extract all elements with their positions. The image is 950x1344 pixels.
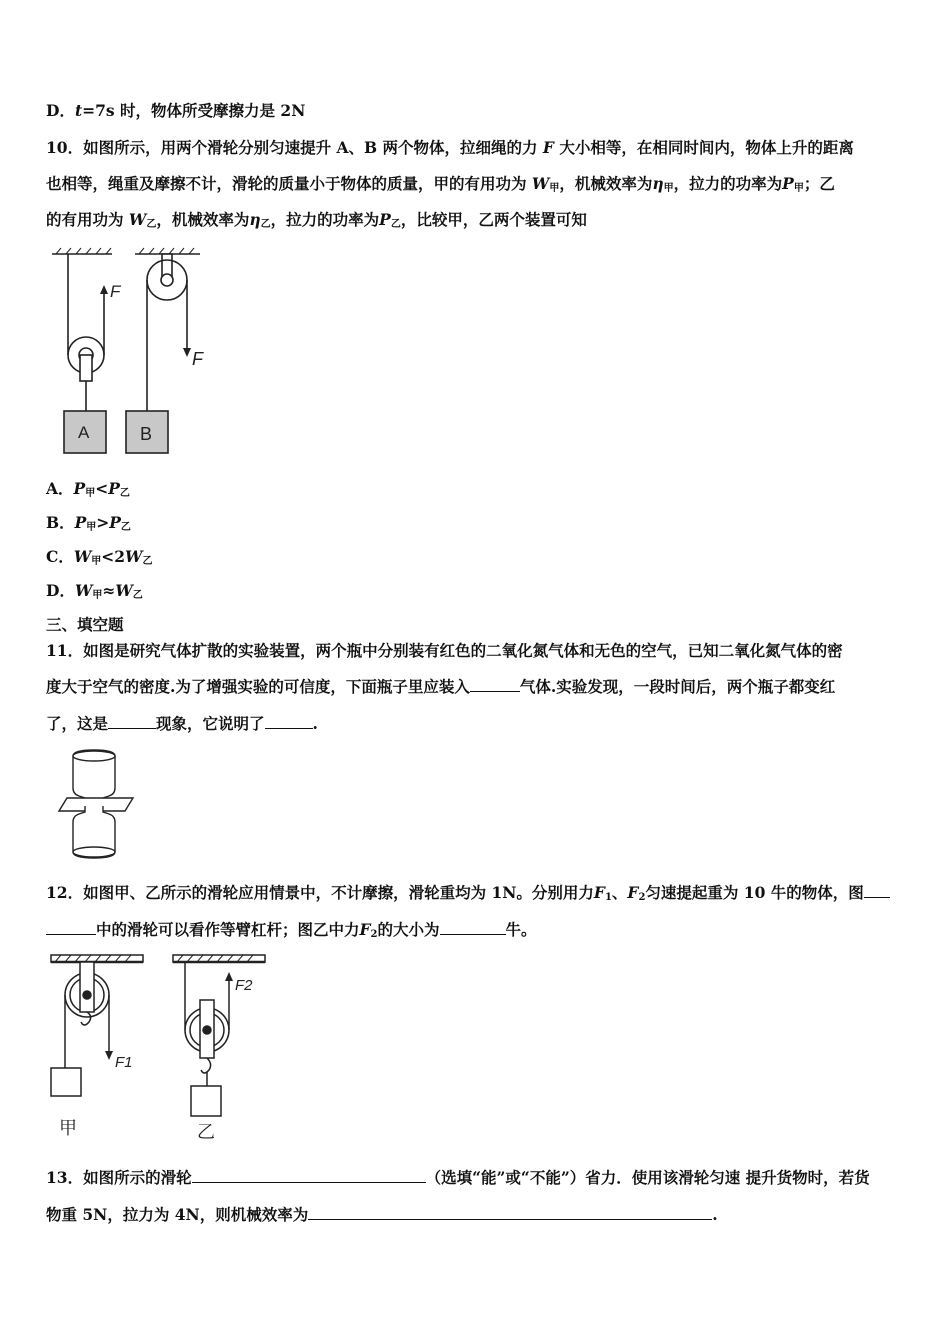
label-f2: F2 xyxy=(235,977,253,994)
q10-line2-b: ，机械效率为 xyxy=(559,174,653,193)
q10-line1-var: F xyxy=(542,138,554,157)
q9-option-d-var: t xyxy=(74,101,83,120)
q10-option-a xyxy=(46,478,130,505)
option-var: W xyxy=(115,581,133,600)
q11-line-1: 11．如图是研究气体扩散的实验装置，两个瓶中分别装有红色的二氧化氮气体和无色的空气，已知二氧化氮气体的密 xyxy=(46,641,843,660)
q13-line1-a: 13．如图所示的滑轮 xyxy=(46,1168,192,1187)
q13-line2-b: . xyxy=(712,1205,718,1224)
q13-blank-2[interactable] xyxy=(308,1204,712,1220)
q10-line3-a: 的有用功为 xyxy=(46,210,124,229)
q10-line2-d: ；乙 xyxy=(803,174,835,193)
q10-line3-c: ，拉力的功率为 xyxy=(270,210,380,229)
option-label: B． xyxy=(46,513,75,532)
q13-line-1 xyxy=(46,1167,870,1189)
q12-line2-b: 的大小为 xyxy=(377,920,440,939)
q11-bottles-figure xyxy=(55,748,135,863)
q11-blank-3[interactable] xyxy=(265,713,313,729)
weight-yi xyxy=(191,1086,221,1116)
caption-yi: 乙 xyxy=(197,1122,215,1142)
q10-option-d xyxy=(46,580,143,607)
q13-blank-1[interactable] xyxy=(192,1167,426,1183)
q9-option-d xyxy=(46,100,305,122)
q12-line1-a: 12．如图甲、乙所示的滑轮应用情景中，不计摩擦，滑轮重均为 1N。分别用力 xyxy=(46,883,594,902)
q10-line2-a: 也相等，绳重及摩擦不计，滑轮的质量小于物体的质量，甲的有用功为 xyxy=(46,174,527,193)
q9-option-d-text: =7s 时，物体所受摩擦力是 2N xyxy=(82,101,306,120)
option-sub: 乙 xyxy=(142,556,153,567)
lower-bottle xyxy=(73,806,115,858)
q12-f2: F xyxy=(627,883,639,902)
q10-option-c xyxy=(46,546,152,573)
q10-w-yi: W xyxy=(128,210,147,229)
q11-line3-a: 了，这是 xyxy=(46,714,109,733)
q12-f2-sub: 2 xyxy=(638,892,646,903)
q12-line2-sub: 2 xyxy=(370,929,378,940)
q10-line3-b: ，机械效率为 xyxy=(156,210,250,229)
label-f-right: F xyxy=(192,349,203,369)
q11-line-2 xyxy=(46,676,835,698)
q10-line1-text: 10．如图所示，用两个滑轮分别匀速提升 A、B 两个物体，拉细绳的力 xyxy=(46,138,538,157)
q13-line1-b: （选填“能”或“不能”）省力．使用该滑轮匀速 提升货物时，若货 xyxy=(425,1168,870,1187)
option-var: P xyxy=(73,479,86,498)
section-title: 三、填空题 xyxy=(46,615,124,634)
option-var: W xyxy=(73,547,92,566)
caption-jia: 甲 xyxy=(59,1118,77,1138)
q11-blank-1[interactable] xyxy=(470,676,520,692)
option-sub: 甲 xyxy=(92,590,103,601)
label-b: B xyxy=(140,424,153,444)
label-f1: F1 xyxy=(115,1054,133,1071)
q10-line1-end: 大小相等，在相同时间内，物体上升的距离 xyxy=(559,138,854,157)
option-var: P xyxy=(74,513,87,532)
q10-sub-jia-2: 甲 xyxy=(663,183,674,194)
option-op: > xyxy=(96,513,110,532)
option-label: A． xyxy=(46,479,74,498)
option-op: ≈ xyxy=(102,581,116,600)
option-label: C． xyxy=(46,547,74,566)
option-op: <2 xyxy=(101,547,126,566)
q10-eta-jia: η xyxy=(652,174,664,193)
q11-blank-2[interactable] xyxy=(108,713,156,729)
q12-f1: F xyxy=(593,883,605,902)
option-var: W xyxy=(74,581,93,600)
q12-line-1 xyxy=(46,882,890,909)
arrow-up-icon xyxy=(225,972,233,981)
q12-blank-1b[interactable] xyxy=(46,919,96,935)
q10-line2-c: ，拉力的功率为 xyxy=(673,174,783,193)
option-sub: 乙 xyxy=(132,590,143,601)
q10-line-1 xyxy=(46,137,854,159)
arrow-up-icon xyxy=(100,285,108,294)
option-sub: 甲 xyxy=(86,522,97,533)
q10-option-b xyxy=(46,512,131,539)
q12-blank-1a[interactable] xyxy=(864,882,890,898)
option-sub: 乙 xyxy=(119,488,130,499)
q12-line1-b: 匀速提起重为 10 牛的物体，图 xyxy=(645,883,864,902)
q10-sub-yi-1: 乙 xyxy=(146,219,157,230)
arrow-down-icon xyxy=(183,348,191,357)
q10-sub-jia-1: 甲 xyxy=(549,183,560,194)
q10-pulley-figure xyxy=(40,245,220,460)
option-var: P xyxy=(108,479,120,498)
option-sub: 甲 xyxy=(91,556,102,567)
q12-blank-2[interactable] xyxy=(440,919,506,935)
q13-line-2 xyxy=(46,1204,718,1226)
label-a: A xyxy=(78,423,90,442)
q10-sub-yi-2: 乙 xyxy=(260,219,271,230)
option-var: P xyxy=(109,513,121,532)
q12-sep: 、 xyxy=(611,883,628,902)
q10-line-3 xyxy=(46,209,587,236)
q12-line2-f: F xyxy=(359,920,371,939)
q12-f1-sub: 1 xyxy=(604,892,612,903)
arrow-down-icon xyxy=(105,1051,113,1060)
option-sub: 乙 xyxy=(120,522,131,533)
q10-p-yi: P xyxy=(379,210,391,229)
label-f-left: F xyxy=(110,282,121,301)
q10-eta-yi: η xyxy=(249,210,261,229)
q11-line2-b: 气体.实验发现，一段时间后，两个瓶子都变红 xyxy=(519,677,836,696)
q10-line-2 xyxy=(46,173,835,200)
q10-sub-jia-3: 甲 xyxy=(793,183,804,194)
q10-sub-yi-3: 乙 xyxy=(390,219,401,230)
option-sub: 甲 xyxy=(85,488,96,499)
q9-option-d-label: D． xyxy=(46,101,75,120)
q10-p-jia: P xyxy=(782,174,794,193)
weight-jia xyxy=(51,1068,81,1096)
q11-line2-a: 度大于空气的密度.为了增强实验的可信度，下面瓶子里应装入 xyxy=(46,677,470,696)
q12-pulley-figure xyxy=(45,950,285,1145)
q10-w-jia: W xyxy=(531,174,550,193)
q12-line2-c: 牛。 xyxy=(505,920,537,939)
q12-line2-a: 中的滑轮可以看作等臂杠杆；图乙中力 xyxy=(96,920,360,939)
q11-line-3 xyxy=(46,713,318,735)
q11-line3-c: . xyxy=(312,714,318,733)
option-var: W xyxy=(125,547,143,566)
q12-line-2 xyxy=(46,919,537,946)
q10-line3-d: ，比较甲，乙两个装置可知 xyxy=(400,210,587,229)
q11-line3-b: 现象，它说明了 xyxy=(156,714,265,733)
q13-line2-a: 物重 5N，拉力为 4N，则机械效率为 xyxy=(46,1205,309,1224)
option-label: D． xyxy=(46,581,75,600)
option-op: < xyxy=(95,479,109,498)
